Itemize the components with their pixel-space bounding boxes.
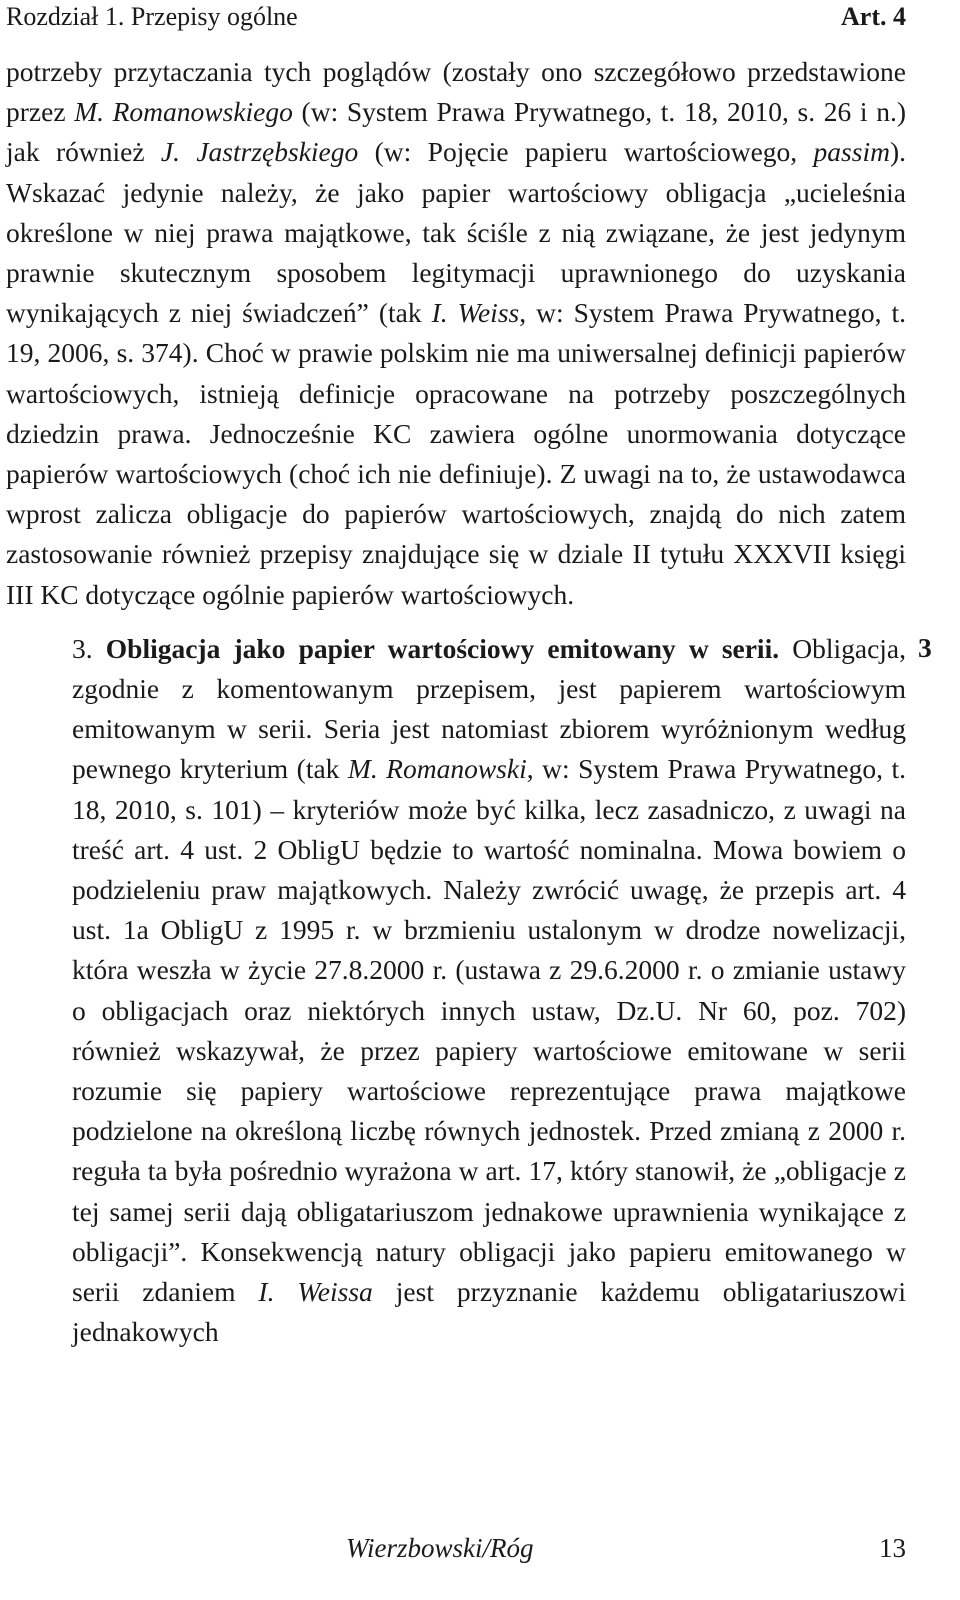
running-footer xyxy=(6,1530,906,1570)
text-run: , w: System Prawa Prywatnego, t. 19, 2006, s. 374). Choć w prawie polskim nie ma uniwersalnej definicji papierów wartościowych, istnieją definicje opracowane na potrzeby poszczególnych dziedzin prawa. Jednocześnie KC zawiera ogólne unormowania dotyczące papierów wartościowych (choć ich nie definiuje). Z uwagi na to, że ustawodawca wprost zalicza obligacje do papierów wartościowych, znajdą do nich zatem zastosowanie również przepisy znajdujące się w dziale II tytułu XXXVII księgi III KC dotyczące ogólnie papierów wartościowych. xyxy=(6,297,906,610)
author-citation: I. Weissa xyxy=(258,1276,373,1308)
paragraph-section-3 xyxy=(6,629,906,1353)
margin-number: 3 xyxy=(918,631,932,663)
citation-passim: passim xyxy=(813,136,890,168)
text-run: jest przyznanie każdemu obligatariuszowi jednakowych xyxy=(72,1276,907,1348)
text-run: (w: Pojęcie papieru wartościowego, xyxy=(358,136,814,168)
text-run: ). Wskazać jedynie należy, że jako papier wartościowy obligacja „ucieleśnia określone w niej prawa majątkowe, tak ściśle z nią związane, że jest jedynym prawnie skutecznym sposobem legitymacji uprawnionego do uzyskania wynikających z niej świadczeń” (tak xyxy=(6,136,906,329)
author-citation: J. Jastrzębskiego xyxy=(160,136,359,168)
body-text xyxy=(6,52,906,1353)
author-citation: M. Romanowski xyxy=(347,753,527,785)
author-citation: M. Romanowskiego xyxy=(74,96,293,128)
text-run: potrzeby przytaczania tych poglądów (zostały ono szczegółowo przedstawione przez xyxy=(6,56,906,128)
section-heading: Obligacja jako papier wartościowy emitowany w serii. xyxy=(105,632,780,664)
running-header xyxy=(6,2,906,36)
author-citation: I. Weiss xyxy=(431,297,520,329)
page-number: 13 xyxy=(879,1533,906,1563)
text-run: , w: System Prawa Prywatnego, t. 18, 2010, s. 101) – kryteriów może być kilka, lecz zasadniczo, z uwagi na treść art. 4 ust. 2 ObligU będzie to wartość nominalna. Mowa bowiem o podzieleniu praw majątkowych. Należy zwrócić uwagę, że przepis art. 4 ust. 1a ObligU z 1995 r. w brzmieniu ustalonym w drodze nowelizacji, która weszła w życie 27.8.2000 r. (ustawa z 29.6.2000 r. o zmianie ustawy o obligacjach oraz niektórych innych ustaw, Dz.U. Nr 60, poz. 702) również wskazywał, że przez papiery wartościowe emitowane w serii rozumie się papiery wartościowe reprezentujące prawa majątkowe podzielone na określoną liczbę równych jednostek. Przed zmianą z 2000 r. reguła ta była pośrednio wyrażona w art. 17, który stanowił, że „obligacje z tej samej serii dają obligatariuszom jednakowe uprawnienia wynikające z obligacji”. Konsekwencją natury obligacji jako papieru emitowanego w serii zdaniem xyxy=(72,753,906,1308)
article-label: Art. 4 xyxy=(841,2,906,31)
text-run: (w: System Prawa Prywatnego, t. 18, 2010, s. 26 i n.) jak również xyxy=(6,96,906,168)
chapter-title: Rozdział 1. Przepisy ogólne xyxy=(6,2,298,31)
text-run: Obligacja, zgodnie z komentowanym przepisem, jest papierem wartościowym emitowanym w serii. Seria jest natomiast zbiorem wyróżnionym według pewnego kryterium (tak xyxy=(72,632,907,785)
footer-authors: Wierzbowski/Róg xyxy=(346,1533,534,1563)
section-number: 3. xyxy=(72,632,93,664)
paragraph-1 xyxy=(6,52,906,615)
